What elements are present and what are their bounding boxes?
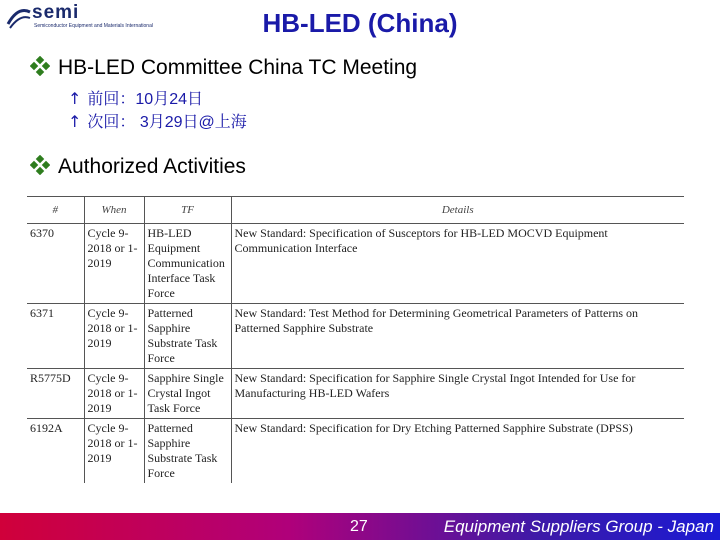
table-row: [27, 304, 684, 369]
cell-tf: Patterned Sapphire Substrate Task Force: [144, 304, 231, 369]
table-header-row: [27, 197, 684, 224]
logo-tagline: Semiconductor Equipment and Materials International: [34, 23, 153, 29]
cell-details: New Standard: Test Method for Determining Geometrical Parameters of Patterns on Patterned Sapphire Substrate: [231, 304, 684, 369]
cell-tf: Patterned Sapphire Substrate Task Force: [144, 419, 231, 484]
page-number: 27: [350, 518, 368, 535]
column-header: #: [27, 197, 84, 224]
semi-logo: [4, 2, 164, 36]
cell-id: 6192A: [30, 421, 63, 435]
table-row: [27, 369, 684, 419]
arrow-up-icon: ↑: [68, 112, 82, 131]
table-row: [27, 224, 684, 304]
bullet-text: Authorized Activities: [58, 155, 246, 178]
cell-details: New Standard: Specification for Dry Etching Patterned Sapphire Substrate (DPSS): [231, 419, 684, 484]
bullet-text: HB-LED Committee China TC Meeting: [58, 56, 418, 79]
diamond-bullet-icon: [30, 155, 50, 175]
arrow-up-icon: ↑: [68, 89, 82, 108]
cell-tf: Sapphire Single Crystal Ingot Task Force: [144, 369, 231, 419]
table-row: [27, 419, 684, 484]
cell-details: New Standard: Specification of Susceptors for HB-LED MOCVD Equipment Communication Interface: [231, 224, 684, 304]
column-header: When: [84, 197, 144, 224]
bullet-item: [30, 155, 246, 179]
page-title: HB-LED (China): [262, 8, 458, 38]
diamond-bullet-icon: [30, 56, 50, 76]
column-header: Details: [231, 197, 684, 224]
sub-item-text: 次回： 3月29日@上海: [87, 114, 247, 131]
cell-when: Cycle 9-2018 or 1-2019: [84, 224, 144, 304]
cell-details: New Standard: Specification for Sapphire Single Crystal Ingot Intended for Use for Manufacturing HB-LED Wafers: [231, 369, 684, 419]
logo-word: semi: [32, 2, 80, 23]
sub-item-text: 前回：10月24日: [87, 91, 204, 108]
cell-id: 6371: [27, 304, 84, 369]
cell-id: 6370: [27, 224, 84, 304]
cell-when: Cycle 9-2018 or 1-2019: [84, 304, 144, 369]
cell-when: Cycle 9-2018 or 1-2019: [84, 369, 144, 419]
bullet-item: [30, 56, 417, 80]
cell-when: Cycle 9-2018 or 1-2019: [84, 419, 144, 484]
cell-id: R5775D: [27, 369, 84, 419]
sub-item: [68, 86, 203, 109]
footer-text: Equipment Suppliers Group - Japan: [443, 517, 714, 536]
cell-tf: HB-LED Equipment Communication Interface Task Force: [144, 224, 231, 304]
footer-bar: [0, 513, 720, 540]
column-header: TF: [144, 197, 231, 224]
semi-logo-icon: [4, 2, 32, 32]
sub-item: [68, 109, 247, 132]
activities-table: [27, 196, 684, 483]
